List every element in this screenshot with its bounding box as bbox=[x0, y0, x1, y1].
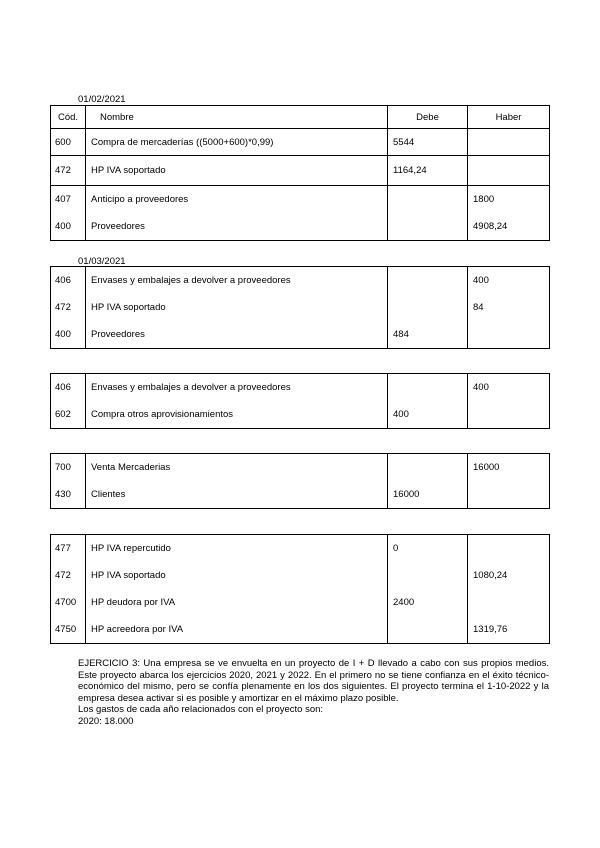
table-row bbox=[51, 535, 550, 563]
account-name: Compra otros aprovisionamientos bbox=[86, 401, 388, 429]
credit-amount: 400 bbox=[468, 374, 550, 402]
table-row bbox=[51, 267, 550, 295]
debit-amount: 2400 bbox=[388, 589, 468, 616]
header-cod: Cód. bbox=[51, 106, 86, 129]
account-code: 477 bbox=[51, 535, 86, 563]
entry1-table bbox=[50, 105, 550, 241]
account-code: 700 bbox=[51, 454, 86, 482]
debit-amount: 5544 bbox=[388, 129, 468, 156]
account-name: Anticipo a proveedores bbox=[86, 186, 388, 214]
account-code: 4750 bbox=[51, 616, 86, 644]
debit-amount bbox=[388, 374, 468, 402]
table-row bbox=[51, 481, 550, 509]
exercise-line-expenses: Los gastos de cada año relacionados con el proyecto son: bbox=[78, 704, 324, 716]
debit-amount bbox=[388, 616, 468, 644]
credit-amount: 1080,24 bbox=[468, 562, 550, 589]
debit-amount: 484 bbox=[388, 321, 468, 349]
exercise-line-2020: 2020: 18.000 bbox=[78, 715, 134, 727]
debit-amount bbox=[388, 267, 468, 295]
account-code: 602 bbox=[51, 401, 86, 429]
exercise-paragraph: EJERCICIO 3: Una empresa se ve envuelta en un proyecto de I + D llevado a cabo con sus propios medios. Este proyecto abarca los ejercicios 2020, 2021 y 2022. En el primero no se tiene confianza en el éxito técnico-económico del mismo, pero se confía plenamente en los dos siguientes. El proyecto termina el 1-10-2022 y la empresa desea activar si es posible y amortizar en el máximo plazo posible. bbox=[78, 658, 549, 704]
debit-amount bbox=[388, 186, 468, 214]
credit-amount: 84 bbox=[468, 294, 550, 321]
entry2-date: 01/03/2021 bbox=[78, 256, 126, 267]
account-code: 400 bbox=[51, 321, 86, 349]
table-row bbox=[51, 374, 550, 402]
credit-amount bbox=[468, 156, 550, 186]
table-header-row bbox=[51, 106, 550, 129]
account-name: Venta Mercaderias bbox=[86, 454, 388, 482]
debit-amount bbox=[388, 294, 468, 321]
credit-amount: 4908,24 bbox=[468, 213, 550, 241]
credit-amount bbox=[468, 481, 550, 509]
entry4-table bbox=[50, 453, 550, 509]
account-name: HP IVA soportado bbox=[86, 156, 388, 186]
entry2-table bbox=[50, 266, 550, 349]
debit-amount: 16000 bbox=[388, 481, 468, 509]
account-name: Clientes bbox=[86, 481, 388, 509]
account-name: Compra de mercaderías ((5000+600)*0,99) bbox=[86, 129, 388, 156]
table-row bbox=[51, 454, 550, 482]
account-code: 400 bbox=[51, 213, 86, 241]
entry3-table bbox=[50, 373, 550, 429]
table-row bbox=[51, 129, 550, 156]
exercise-block bbox=[78, 658, 549, 728]
debit-amount: 400 bbox=[388, 401, 468, 429]
account-name: Proveedores bbox=[86, 213, 388, 241]
credit-amount bbox=[468, 129, 550, 156]
account-name: Envases y embalajes a devolver a proveedores bbox=[86, 267, 388, 295]
account-name: HP IVA soportado bbox=[86, 294, 388, 321]
account-name: HP deudora por IVA bbox=[86, 589, 388, 616]
header-nombre: Nombre bbox=[86, 106, 388, 129]
table-row bbox=[51, 562, 550, 589]
credit-amount: 1319,76 bbox=[468, 616, 550, 644]
credit-amount: 400 bbox=[468, 267, 550, 295]
table-row bbox=[51, 213, 550, 241]
account-code: 407 bbox=[51, 186, 86, 214]
account-name: Proveedores bbox=[86, 321, 388, 349]
credit-amount bbox=[468, 401, 550, 429]
table-row bbox=[51, 401, 550, 429]
debit-amount: 0 bbox=[388, 535, 468, 563]
table-row bbox=[51, 156, 550, 186]
account-code: 4700 bbox=[51, 589, 86, 616]
entry5-table bbox=[50, 534, 550, 644]
account-code: 406 bbox=[51, 374, 86, 402]
debit-amount bbox=[388, 213, 468, 241]
table-row bbox=[51, 186, 550, 214]
account-code: 472 bbox=[51, 294, 86, 321]
account-code: 406 bbox=[51, 267, 86, 295]
credit-amount bbox=[468, 589, 550, 616]
account-name: HP IVA soportado bbox=[86, 562, 388, 589]
credit-amount: 1800 bbox=[468, 186, 550, 214]
debit-amount: 1164,24 bbox=[388, 156, 468, 186]
account-code: 472 bbox=[51, 156, 86, 186]
header-debe: Debe bbox=[388, 106, 468, 129]
debit-amount bbox=[388, 454, 468, 482]
table-row bbox=[51, 294, 550, 321]
credit-amount bbox=[468, 321, 550, 349]
account-name: HP acreedora por IVA bbox=[86, 616, 388, 644]
header-haber: Haber bbox=[468, 106, 550, 129]
account-code: 472 bbox=[51, 562, 86, 589]
account-code: 600 bbox=[51, 129, 86, 156]
account-code: 430 bbox=[51, 481, 86, 509]
credit-amount: 16000 bbox=[468, 454, 550, 482]
debit-amount bbox=[388, 562, 468, 589]
credit-amount bbox=[468, 535, 550, 563]
table-row bbox=[51, 589, 550, 616]
entry1-date: 01/02/2021 bbox=[78, 94, 126, 105]
account-name: HP IVA repercutido bbox=[86, 535, 388, 563]
table-row bbox=[51, 321, 550, 349]
table-row bbox=[51, 616, 550, 644]
account-name: Envases y embalajes a devolver a proveedores bbox=[86, 374, 388, 402]
